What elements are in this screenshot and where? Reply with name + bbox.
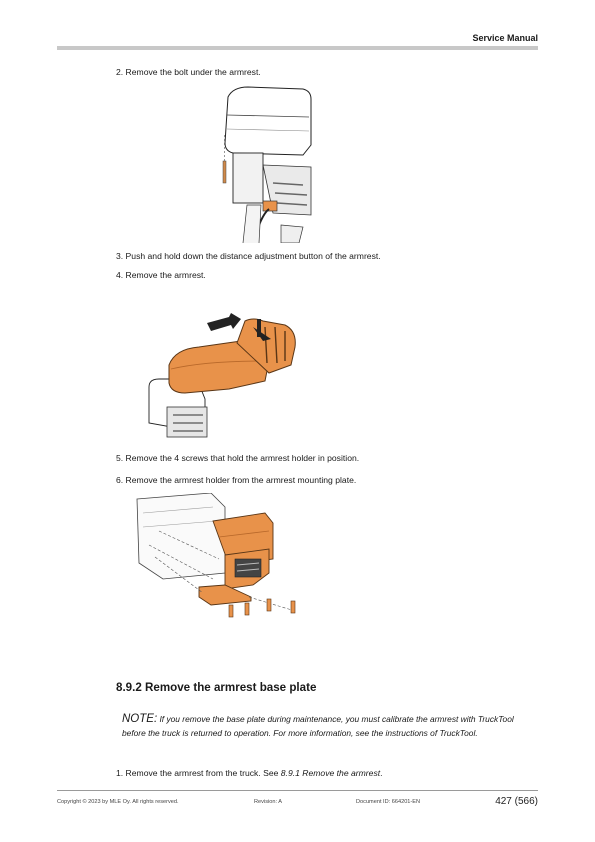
note-label: NOTE: (122, 713, 158, 725)
step-6: 6. Remove the armrest holder from the armrest mounting plate. (116, 475, 357, 485)
bolt-icon (223, 161, 226, 183)
connector-icon (263, 201, 277, 211)
note-text: If you remove the base plate during maintenance, you must calibrate the armrest with TruckTool before the truck is returned to operation. For more information, see the instructions of TruckTool. (122, 714, 514, 738)
header-rule (57, 46, 538, 50)
step-2: 2. Remove the bolt under the armrest. (116, 67, 261, 77)
footer-revision: Revision: A (254, 799, 282, 805)
step-1-suffix: . (380, 768, 383, 778)
step-5: 5. Remove the 4 screws that hold the armrest holder in position. (116, 453, 360, 463)
figure-armrest-holder (133, 493, 305, 629)
section-heading: 8.9.2 Remove the armrest base plate (116, 681, 317, 694)
step-1-text: 1. Remove the armrest from the truck. See (116, 768, 281, 778)
figure-remove-armrest (145, 303, 305, 445)
push-direction-arrow-icon (207, 313, 241, 331)
footer-document-id: Document ID: 664201-EN (356, 799, 421, 805)
page-number: 427 (566) (495, 796, 538, 807)
header-title: Service Manual (472, 33, 538, 43)
note-block (122, 712, 522, 740)
step-1 (116, 768, 383, 778)
footer-rule (57, 790, 538, 791)
figure-bolt-under-armrest (203, 85, 313, 243)
step-4: 4. Remove the armrest. (116, 270, 206, 280)
footer-copyright: Copyright © 2023 by MLE Oy. All rights reserved. (57, 799, 179, 805)
cross-reference-link[interactable]: 8.9.1 Remove the armrest (280, 768, 381, 778)
step-3: 3. Push and hold down the distance adjustment button of the armrest. (116, 251, 381, 261)
